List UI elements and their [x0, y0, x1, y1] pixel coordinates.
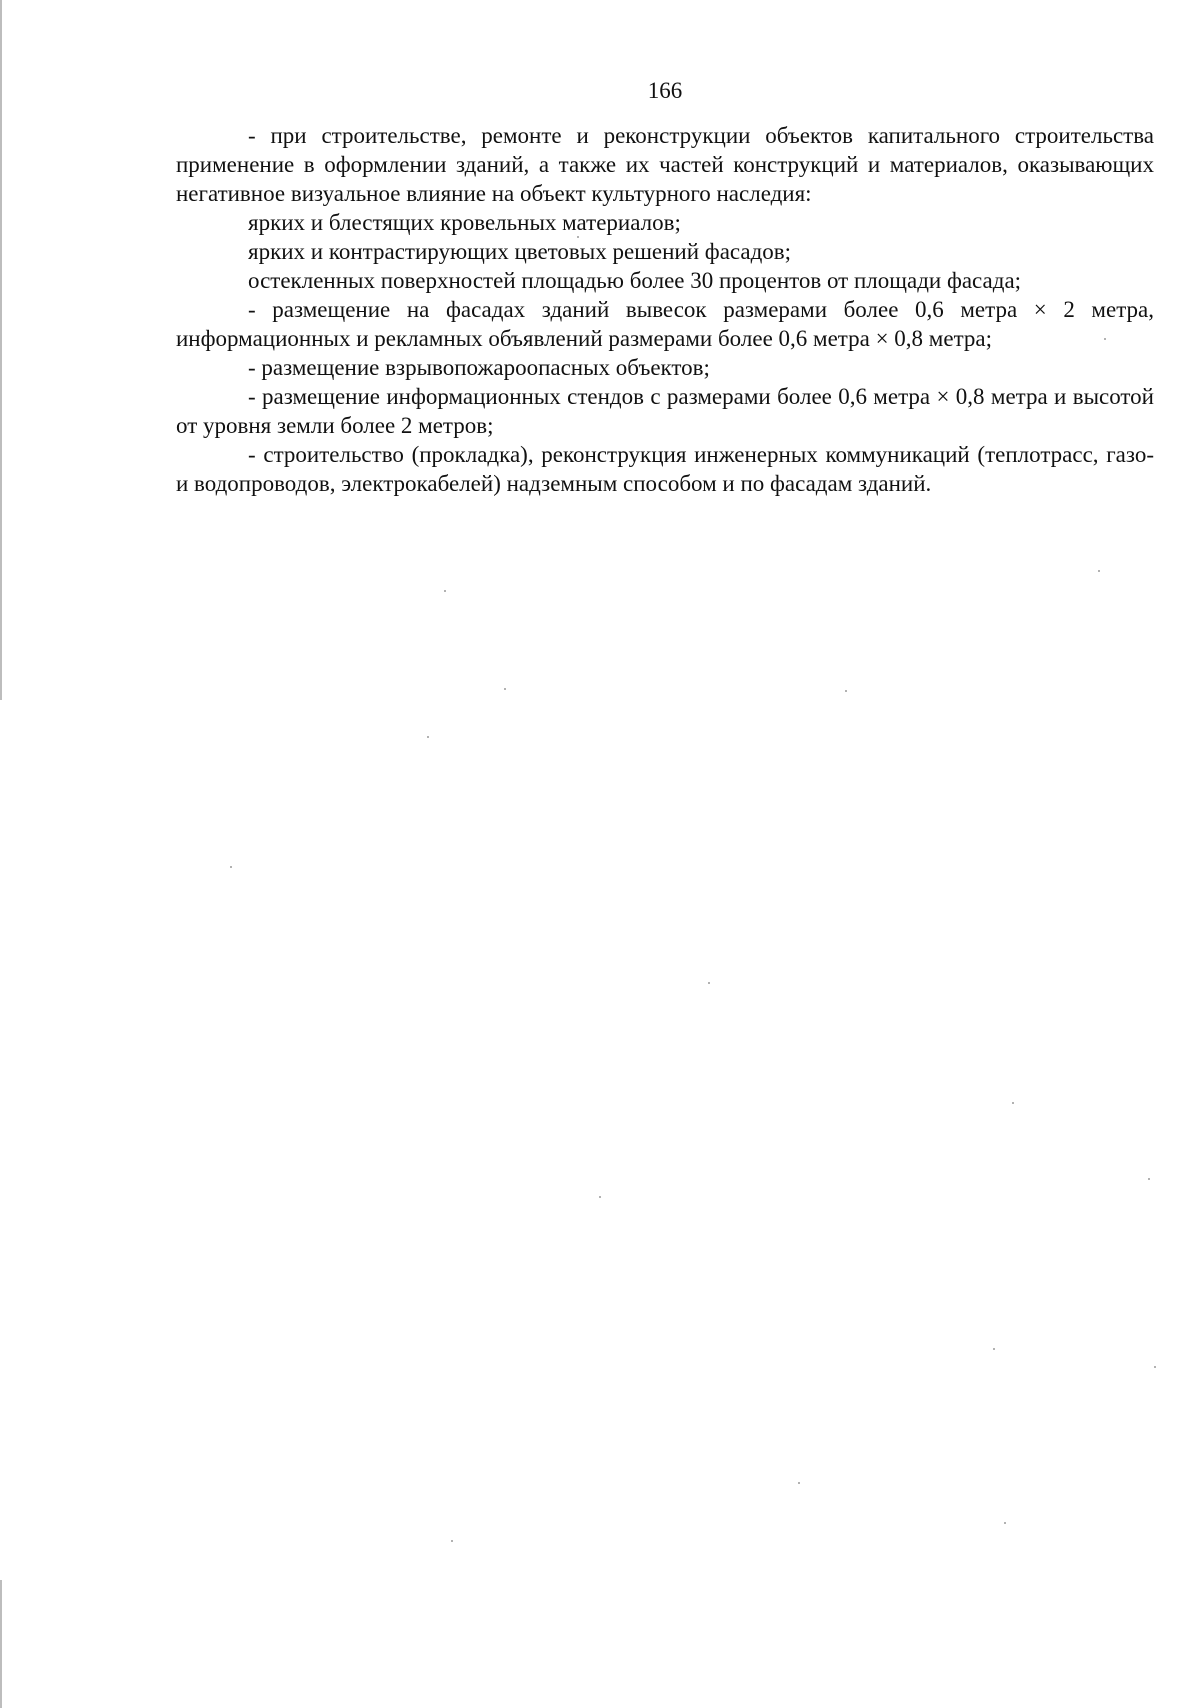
scan-speck: [1104, 338, 1106, 340]
scan-speck: [504, 688, 506, 690]
list-item: остекленных поверхностей площадью более 30 процентов от площади фасада;: [248, 268, 1022, 293]
scan-speck: [1012, 1102, 1014, 1104]
paragraph: - размещение на фасадах зданий вывесок размерами более 0,6 метра × 2 метра, информационных и рекламных объявлений размерами более 0,6 метра × 0,8 метра;: [176, 297, 1154, 351]
scan-speck: [1154, 1366, 1156, 1368]
paragraph: - размещение информационных стендов с размерами более 0,6 метра × 0,8 метра и высотой от уровня земли более 2 метров;: [176, 384, 1154, 438]
scan-speck: [798, 1482, 800, 1484]
scan-speck: [1098, 570, 1100, 572]
scan-speck: [444, 590, 446, 592]
paragraph: - размещение взрывопожароопасных объектов;: [248, 355, 710, 380]
scan-speck: [708, 982, 710, 984]
list-item: ярких и блестящих кровельных материалов;: [248, 210, 681, 235]
scan-speck: [451, 1540, 453, 1542]
scan-speck: [230, 866, 232, 868]
scan-edge-mark: [0, 1580, 2, 1708]
scan-speck: [993, 1348, 995, 1350]
scan-speck: [427, 736, 429, 738]
document-body: [176, 121, 1154, 498]
list-item: ярких и контрастирующих цветовых решений фасадов;: [248, 239, 792, 264]
page-number: 166: [647, 78, 683, 103]
scan-speck: [577, 236, 579, 238]
paragraph: - при строительстве, ремонте и реконструкции объектов капитального строительства применение в оформлении зданий, а также их частей конструкций и материалов, оказывающих негативное визуальное влияние на объект культурного наследия:: [176, 123, 1154, 206]
scan-speck: [1004, 1522, 1006, 1524]
scan-speck: [845, 690, 847, 692]
paragraph: - строительство (прокладка), реконструкция инженерных коммуникаций (теплотрасс, газо- и водопроводов, электрокабелей) надземным способом и по фасадам зданий.: [176, 442, 1154, 496]
scan-speck: [1148, 1178, 1150, 1180]
scan-speck: [599, 1196, 601, 1198]
